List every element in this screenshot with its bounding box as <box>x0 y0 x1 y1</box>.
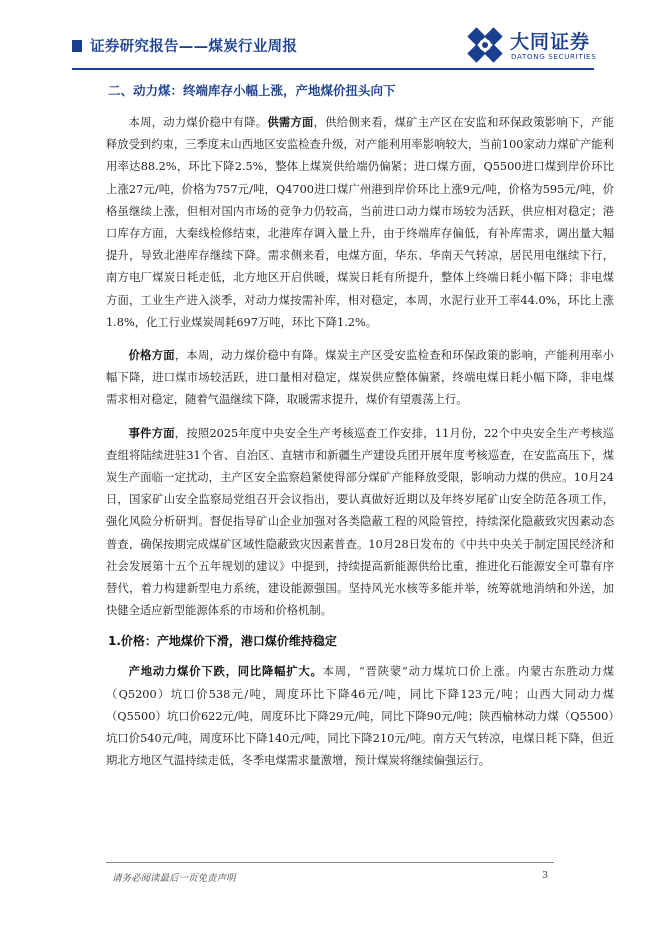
p4-label: 产地动力煤价下跌，同比降幅扩大。 <box>128 664 323 679</box>
page-header <box>30 26 632 66</box>
logo-english-name: DATONG SECURITIES <box>511 52 597 61</box>
p2-label: 价格方面 <box>128 348 175 363</box>
report-title: 证券研究报告——煤炭行业周报 <box>90 39 298 55</box>
p1-text: ，供给侧来看，煤矿主产区在安监和环保政策影响下，产能释放受到约束，三季度末山西地区安监检查升级，对产能利用率影响较大，当前100家动力煤矿产能利用率达88.2%，环比下降2.5%，整体上煤炭供给端仍偏紧；进口煤方面，Q5500进口煤到岸价环比上涨27元/吨，价格为757元/吨，Q4700进口煤广州港到岸价环比上涨9元/吨，价格为595元/吨，价格虽继续上涨，但相对国内市场的竞争力仍较高，当前进口动力煤市场较为活跃，供应相对稳定；港口库存方面，大秦线检修结束，北港库存调入量上升，由于终端库存偏低，有补库需求，调出量大幅提升，导致北港库存继续下降。需求侧来看，电煤方面，华东、华南天气转凉，居民用电继续下行，南方电厂煤炭日耗走低，北方地区开启供暖，煤炭日耗有所提升，整体上终端日耗小幅下降；非电煤方面，工业生产进入淡季，对动力煤按需补库，相对稳定，本周，水泥行业开工率44.0%，环比上涨1.8%，化工行业煤炭周耗697万吨，环比下降1.2%。 <box>106 116 614 329</box>
footer-divider <box>106 862 554 863</box>
p1-lead: 本周，动力煤价稳中有降。 <box>128 116 268 129</box>
section-heading: 二、动力煤：终端库存小幅上涨，产地煤价扭头向下 <box>108 83 396 98</box>
header-marker <box>72 40 82 52</box>
p1-label: 供需方面 <box>267 115 314 129</box>
disclaimer-note: 请务必阅读最后一页免责声明 <box>112 873 236 884</box>
p3-label: 事件方面 <box>128 425 175 440</box>
logo-chinese-name: 大同证券 <box>510 31 591 53</box>
p3-text: ，按照2025年度中央安全生产考核巡查工作安排，11月份，22个中央安全生产考核巡查组将陆续进驻31个省、自治区、直辖市和新疆生产建设兵团开展年度考核巡查，在安监高压下，煤炭生产面临一定扰动，主产区安全监察趋紧使得部分煤矿产能释放受限，影响动力煤的供应。10月24日，国家矿山安全监察局党组召开会议指出，要认真做好近期以及年终岁尾矿山安全防范各项工作，强化风险分析研判。督促指导矿山企业加强对各类隐蔽工程的风险管控，持续深化隐蔽致灾因素动态普查，确保按期完成煤矿区域性隐蔽致灾因素普查。10月28日发布的《中共中央关于制定国民经济和社会发展第十五个五年规划的建议》中提到，持续提高新能源供给比重，推进化石能源安全可靠有序替代，着力构建新型电力系统，建设能源强国。坚持风光水核等多能并举，统筹就地消纳和外送，加快健全适应新型能源体系的市场和价格机制。 <box>106 426 614 618</box>
paragraph-origin-price <box>106 660 614 772</box>
paragraph-price <box>106 344 614 412</box>
p4-text: 本周，“晋陕蒙”动力煤坑口价上涨。内蒙古东胜动力煤（Q5200）坑口价538元/吨，周度环比下降46元/吨，同比下降123元/吨；山西大同动力煤（Q5500）坑口价622元/吨，周度环比下降29元/吨，同比下降90元/吨；陕西榆林动力煤（Q5500）坑口价540元/吨，周度环比下降140元/吨，同比下降210元/吨。南方天气转凉，电煤日耗下降，但近期北方地区气温持续走低，冬季电煤需求量激增，预计煤炭将继续偏强运行。 <box>106 665 614 768</box>
page-number: 3 <box>542 870 549 881</box>
report-body <box>106 82 614 782</box>
datong-logo-icon <box>466 26 504 64</box>
paragraph-events <box>106 422 614 623</box>
paragraph-supply-demand <box>106 111 614 334</box>
header-divider <box>72 68 594 70</box>
company-logo <box>460 26 640 66</box>
p2-text: ，本周，动力煤价稳中有降。煤炭主产区受安监检查和环保政策的影响，产能利用率小幅下降，进口煤市场较活跃，进口量相对稳定，煤炭供应整体偏紧，终端电煤日耗小幅下降，非电煤需求相对稳定，随着气温继续下降，取暖需求提升，煤价有望震荡上行。 <box>106 349 614 407</box>
subsection-heading: 1.价格：产地煤价下滑，港口煤价维持稳定 <box>108 634 337 649</box>
